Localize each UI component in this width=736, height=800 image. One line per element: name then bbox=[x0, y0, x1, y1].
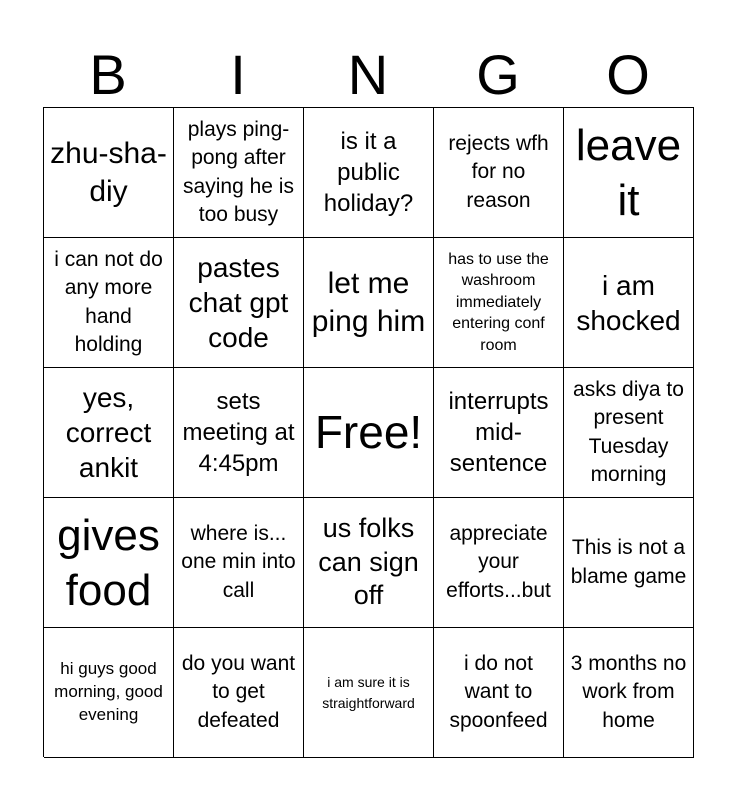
bingo-cell[interactable]: has to use the washroom immediately entering conf room bbox=[434, 238, 564, 368]
bingo-cell[interactable]: rejects wfh for no reason bbox=[434, 108, 564, 238]
bingo-cell[interactable]: zhu-sha-diy bbox=[44, 108, 174, 238]
bingo-cell[interactable]: pastes chat gpt code bbox=[174, 238, 304, 368]
free-space-cell[interactable]: Free! bbox=[304, 368, 434, 498]
bingo-cell[interactable]: 3 months no work from home bbox=[564, 628, 694, 758]
bingo-cell[interactable]: plays ping-pong after saying he is too busy bbox=[174, 108, 304, 238]
bingo-cell[interactable]: let me ping him bbox=[304, 238, 434, 368]
bingo-cell[interactable]: yes, correct ankit bbox=[44, 368, 174, 498]
header-letter-g: G bbox=[476, 43, 520, 106]
bingo-cell[interactable]: appreciate your efforts...but bbox=[434, 498, 564, 628]
bingo-board bbox=[43, 107, 694, 757]
bingo-cell[interactable]: This is not a blame game bbox=[564, 498, 694, 628]
bingo-cell[interactable]: asks diya to present Tuesday morning bbox=[564, 368, 694, 498]
bingo-header bbox=[43, 42, 693, 108]
header-letter-i: I bbox=[230, 43, 246, 106]
header-letter-n: N bbox=[347, 43, 389, 106]
bingo-cell[interactable]: is it a public holiday? bbox=[304, 108, 434, 238]
header-letter-o: O bbox=[606, 43, 650, 106]
bingo-cell[interactable]: leave it bbox=[564, 108, 694, 238]
bingo-cell[interactable]: i do not want to spoonfeed bbox=[434, 628, 564, 758]
bingo-cell[interactable]: hi guys good morning, good evening bbox=[44, 628, 174, 758]
bingo-cell[interactable]: where is... one min into call bbox=[174, 498, 304, 628]
header-letter-b: B bbox=[89, 43, 127, 106]
bingo-cell[interactable]: i can not do any more hand holding bbox=[44, 238, 174, 368]
bingo-cell[interactable]: us folks can sign off bbox=[304, 498, 434, 628]
bingo-cell[interactable]: sets meeting at 4:45pm bbox=[174, 368, 304, 498]
bingo-cell[interactable]: do you want to get defeated bbox=[174, 628, 304, 758]
bingo-cell[interactable]: interrupts mid-sentence bbox=[434, 368, 564, 498]
bingo-cell[interactable]: i am sure it is straightforward bbox=[304, 628, 434, 758]
bingo-cell[interactable]: i am shocked bbox=[564, 238, 694, 368]
bingo-cell[interactable]: gives food bbox=[44, 498, 174, 628]
